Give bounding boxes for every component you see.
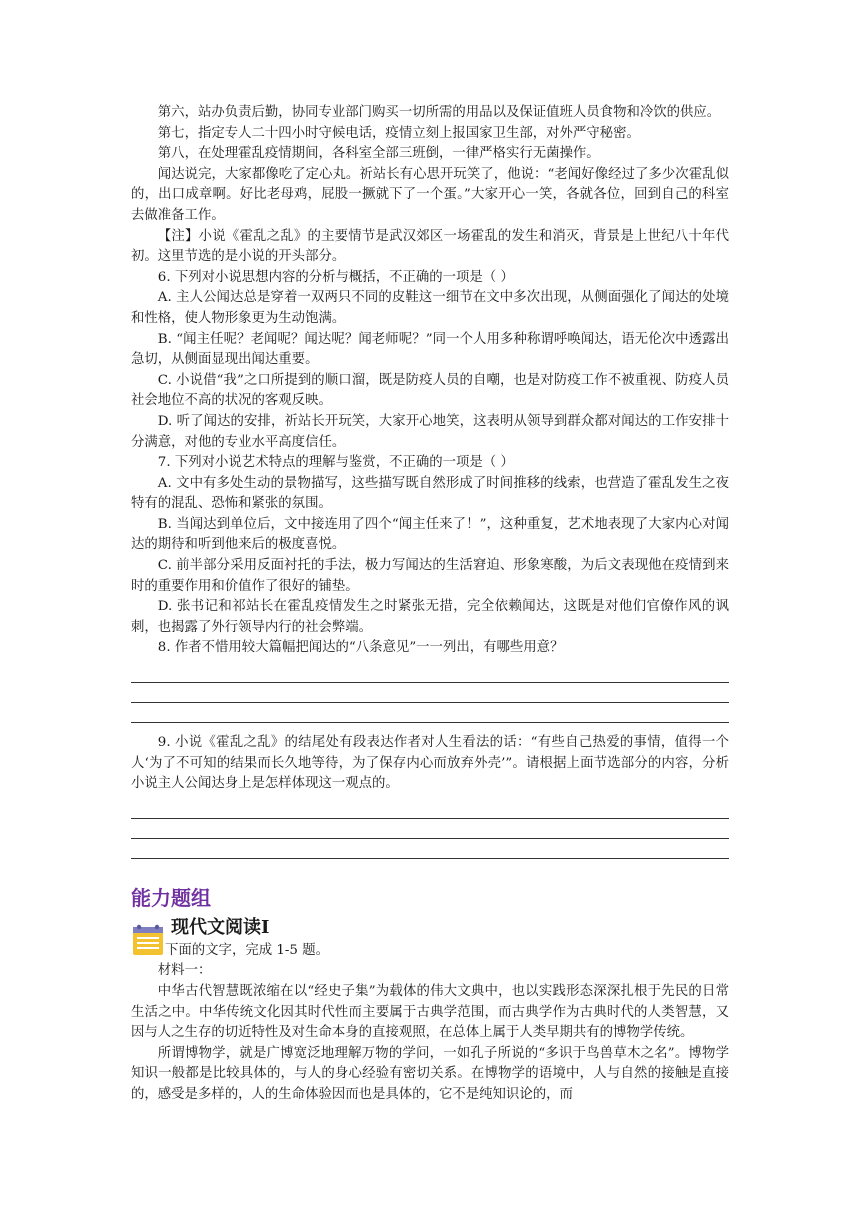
notebook-icon: [131, 923, 165, 957]
paragraph: 所谓博物学，就是广博宽泛地理解万物的学问，一如孔子所说的“多识于鸟兽草木之名”。博物学知识一般都是比较具体的，与人的身心经验有密切关系。在博物学的语境中，人与自然的接触是直接的，感受是多样的，人的生命体验因而也是具体的，它不是纯知识论的，而: [131, 1045, 729, 1102]
paragraph: 闻达说完，大家都像吃了定心丸。祈站长有心思开玩笑了，他说：“老闻好像经过了多少次霍乱似的，出口成章啊。好比老母鸡，屁股一撅就下了一个蛋。”大家开心一笑，各就各位，回到自己的科室去做准备工作。: [131, 166, 729, 223]
answer-line[interactable]: [131, 799, 729, 819]
q6-stem: 6. 下列对小说思想内容的分析与概括，不正确的一项是（ ）: [157, 269, 514, 285]
answer-line[interactable]: [131, 703, 729, 723]
q8-stem: 8. 作者不惜用较大篇幅把闻达的“八条意见”一一列出，有哪些用意？: [157, 640, 564, 656]
answer-line[interactable]: [131, 839, 729, 859]
q7-option-b: B. 当闻达到单位后，文中接连用了四个“闻主任来了！”，这种重复，艺术地表现了大家内心对闻达的期待和听到他来后的极度喜悦。: [131, 516, 729, 553]
paragraph: 中华古代智慧既浓缩在以“经史子集”为载体的伟大文典中，也以实践形态深深扎根于先民的日常生活之中。中华传统文化因其时代性而主要属于古典学范围，而古典学作为古典时代的人类智慧，又因与人之生存的切近特性及对生命本身的直接观照，在总体上属于人类早期共有的博物学传统。: [131, 984, 729, 1041]
note-tag: 【注】: [157, 228, 199, 244]
subsection-title: 现代文阅读Ⅰ: [171, 916, 270, 938]
paragraph: 第七，指定专人二十四小时守候电话，疫情立刻上报国家卫生部，对外严守秘密。: [157, 125, 640, 141]
instruction: 下面的文字，完成 1-5 题。: [165, 942, 329, 958]
q9-answer-lines[interactable]: [131, 799, 729, 859]
q7-option-a: A. 文中有多处生动的景物描写，这些描写既自然形成了时间推移的线索，也营造了霍乱发生之夜特有的混乱、恐怖和紧张的氛围。: [131, 475, 729, 512]
subsection-heading: [131, 915, 729, 941]
q9-stem: 9. 小说《霍乱之乱》的结尾处有段表达作者对人生看法的话：“有些自己热爱的事情，值得一个人‘为了不可知的结果而长久地等待，为了保存内心而放弃外壳’”。请根据上面节选部分的内容，分析小说主人公闻达身上是怎样体现这一观点的。: [131, 735, 729, 792]
answer-line[interactable]: [131, 683, 729, 703]
document-page: [131, 103, 729, 1106]
q7-option-c: C. 前半部分采用反面衬托的手法，极力写闻达的生活窘迫、形象寒酸，为后文表现他在疫情到来时的重要作用和价值作了很好的铺垫。: [131, 558, 729, 594]
note-text: 小说《霍乱之乱》的主要情节是武汉郊区一场霍乱的发生和消灭，背景是上世纪八十年代初。这里节选的是小说的开头部分。: [131, 228, 730, 265]
material-label: 材料一：: [157, 963, 212, 979]
q7-stem: 7. 下列对小说艺术特点的理解与鉴赏，不正确的一项是（ ）: [157, 455, 514, 471]
answer-line[interactable]: [131, 663, 729, 683]
answer-line[interactable]: [131, 819, 729, 839]
q6-option-d: D. 听了闻达的安排，祈站长开玩笑，大家开心地笑，这表明从领导到群众都对闻达的工作安排十分满意，对他的专业水平高度信任。: [131, 413, 729, 450]
q8-answer-lines[interactable]: [131, 663, 729, 723]
q6-option-c: C. 小说借“我”之口所提到的顺口溜，既是防疫人员的自嘲，也是对防疫工作不被重视、防疫人员社会地位不高的状况的客观反映。: [131, 372, 729, 409]
paragraph: 第六，站办负责后勤，协同专业部门购买一切所需的用品以及保证值班人员食物和冷饮的供应。: [157, 105, 721, 120]
q6-option-a: A. 主人公闻达总是穿着一双两只不同的皮鞋这一细节在文中多次出现，从侧面强化了闻达的处境和性格，使人物形象更为生动饱满。: [131, 290, 729, 326]
paragraph: 第八，在处理霍乱疫情期间，各科室全部三班倒，一律严格实行无菌操作。: [157, 146, 600, 162]
section-title: 能力题组: [131, 885, 211, 910]
q7-option-d: D. 张书记和祁站长在霍乱疫情发生之时紧张无措，完全依赖闻达，这既是对他们官僚作风的讽刺，也揭露了外行领导内行的社会弊端。: [131, 599, 729, 635]
note: [131, 227, 729, 268]
q6-option-b: B. “闻主任呢？老闻呢？闻达呢？闻老师呢？”同一个人用多种称谓呼唤闻达，语无伦次中透露出急切，从侧面显现出闻达重要。: [131, 331, 729, 368]
